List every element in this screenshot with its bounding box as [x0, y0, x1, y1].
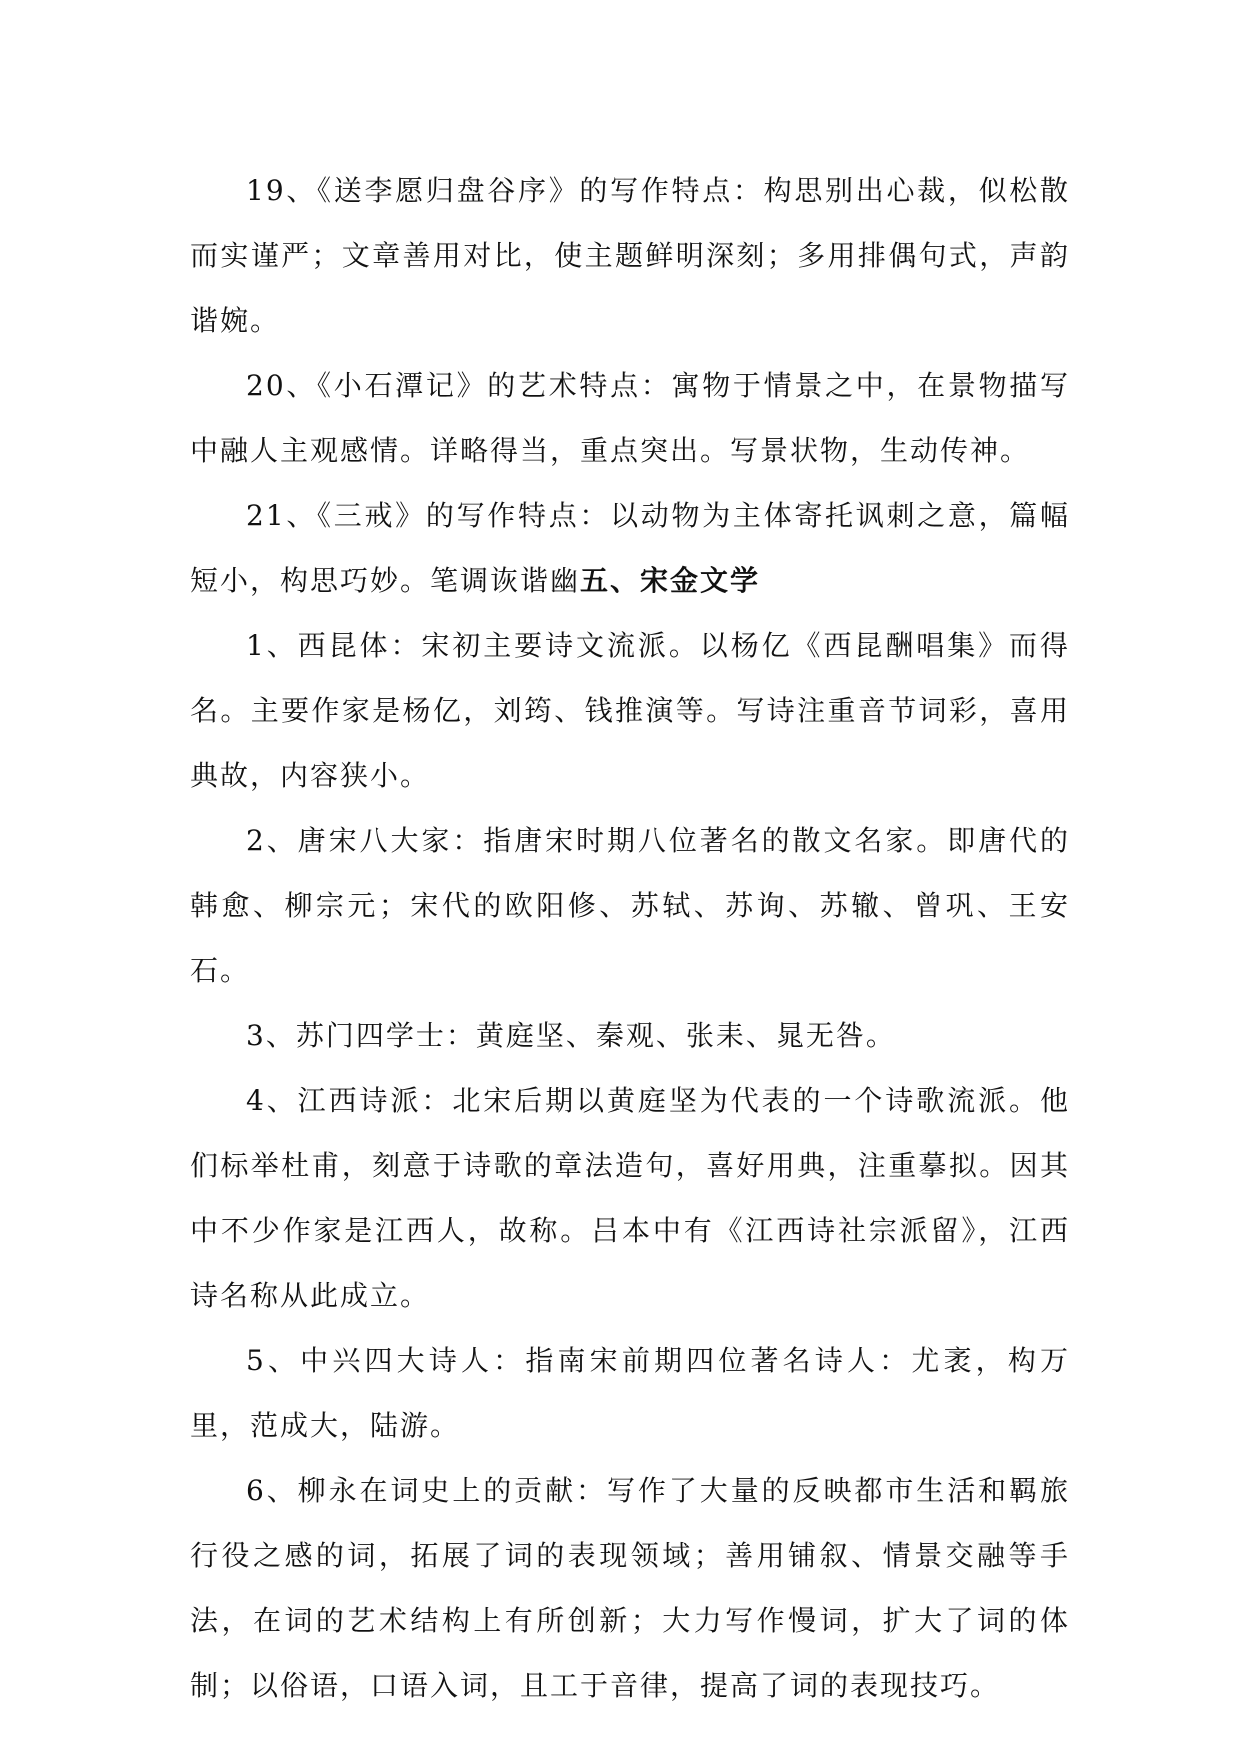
section-heading: 五、宋金文学 [580, 564, 761, 597]
paragraph-tangsong: 2、唐宋八大家：指唐宋时期八位著名的散文名家。即唐代的韩愈、柳宗元；宋代的欧阳修、苏轼、苏询、苏辙、曾巩、王安石。 [190, 824, 1070, 987]
paragraph-21 [190, 483, 1070, 613]
paragraph-sumen: 3、苏门四学士：黄庭坚、秦观、张耒、晁无咎。 [246, 1019, 896, 1052]
paragraph-20: 20、《小石潭记》的艺术特点：寓物于情景之中，在景物描写中融人主观感情。详略得当，重点突出。写景状物，生动传神。 [190, 369, 1070, 467]
paragraph-21-text: 21、《三戒》的写作特点：以动物为主体寄托讽刺之意，篇幅短小，构思巧妙。笔调诙谐幽 [190, 499, 1070, 597]
paragraph-19: 19、《送李愿归盘谷序》的写作特点：构思别出心裁，似松散而实谨严；文章善用对比，使主题鲜明深刻；多用排偶句式，声韵谐婉。 [190, 174, 1070, 337]
paragraph-jiangxi: 4、江西诗派：北宋后期以黄庭坚为代表的一个诗歌流派。他们标举杜甫，刻意于诗歌的章法造句，喜好用典，注重摹拟。因其中不少作家是江西人，故称。吕本中有《江西诗社宗派留》，江西诗名称从此成立。 [190, 1084, 1070, 1312]
paragraph-xikun: 1、西昆体：宋初主要诗文流派。以杨亿《西昆酬唱集》而得名。主要作家是杨亿，刘筠、钱推演等。写诗注重音节词彩，喜用典故，内容狭小。 [190, 629, 1070, 792]
paragraph-zhongxing: 5、中兴四大诗人：指南宋前期四位著名诗人：尤袤，构万里，范成大，陆游。 [190, 1344, 1070, 1442]
paragraph-liuyong: 6、柳永在词史上的贡献：写作了大量的反映都市生活和羁旅行役之感的词，拓展了词的表现领域；善用铺叙、情景交融等手法，在词的艺术结构上有所创新；大力写作慢词，扩大了词的体制；以俗语，口语入词，且工于音律，提高了词的表现技巧。 [190, 1474, 1070, 1702]
body-text [190, 158, 1070, 1718]
